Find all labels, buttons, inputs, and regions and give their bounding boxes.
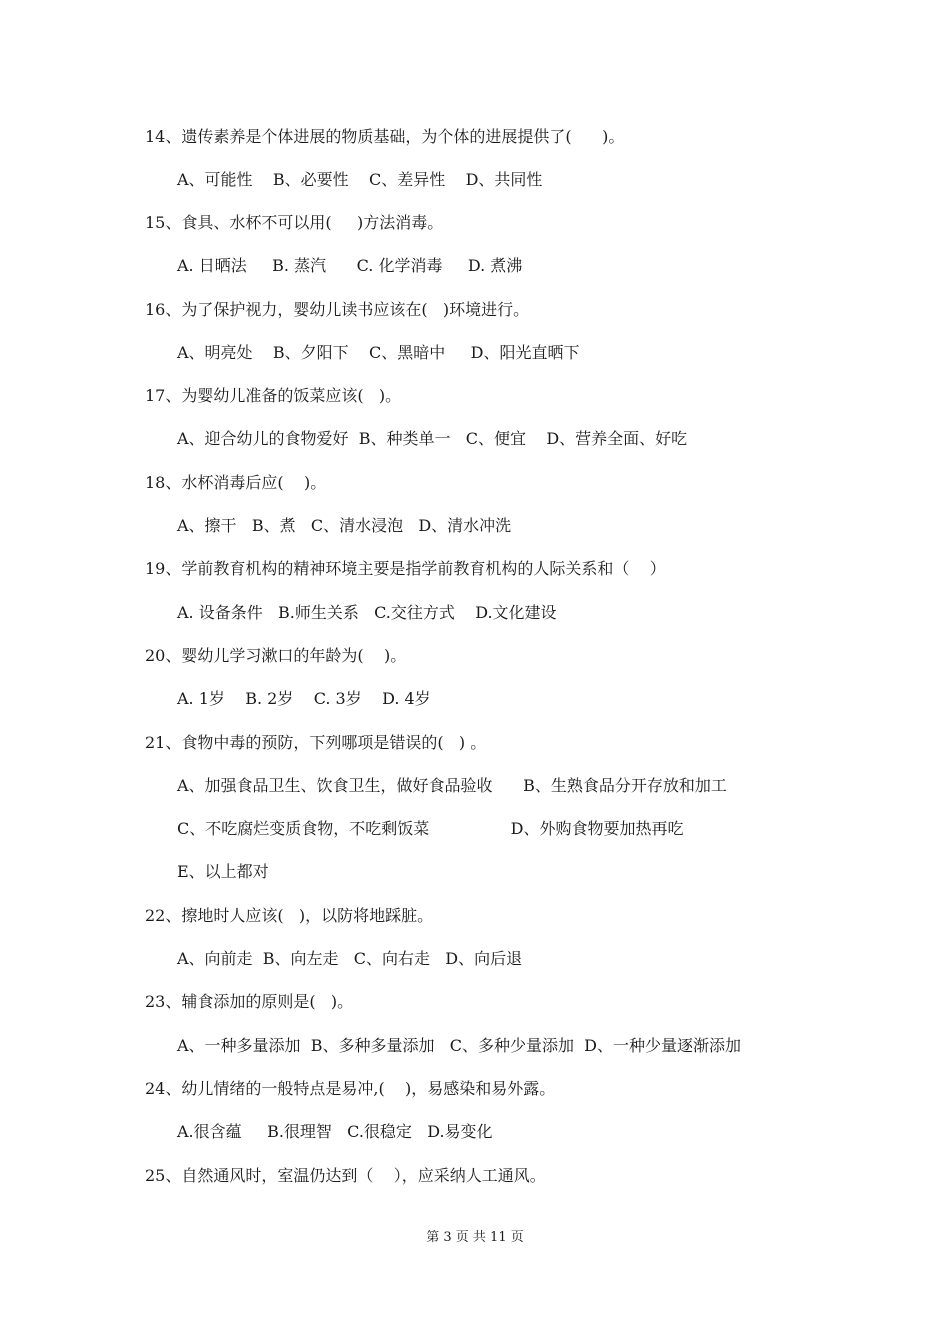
question-21: 21、食物中毒的预防，下列哪项是错误的( ) 。 bbox=[145, 733, 487, 752]
question-19: 19、学前教育机构的精神环境主要是指学前教育机构的人际关系和（ ） bbox=[145, 559, 666, 578]
question-17: 17、为婴幼儿准备的饭菜应该( )。 bbox=[145, 386, 402, 405]
question-24-options: A.很含蕴 B.很理智 C.很稳定 D.易变化 bbox=[177, 1122, 493, 1141]
question-19-options: A. 设备条件 B.师生关系 C.交往方式 D.文化建设 bbox=[177, 603, 557, 622]
question-21-options-ab: A、加强食品卫生、饮食卫生，做好食品验收 B、生熟食品分开存放和加工 bbox=[177, 776, 727, 795]
question-22-options: A、向前走 B、向左走 C、向右走 D、向后退 bbox=[177, 949, 523, 968]
question-17-options: A、迎合幼儿的食物爱好 B、种类单一 C、便宜 D、营养全面、好吃 bbox=[177, 429, 688, 448]
question-14: 14、遗传素养是个体进展的物质基础，为个体的进展提供了( )。 bbox=[145, 127, 625, 146]
question-21-options-cd: C、不吃腐烂变质食物，不吃剩饭菜 D、外购食物要加热再吃 bbox=[177, 819, 684, 838]
question-22: 22、擦地时人应该( )，以防将地踩脏。 bbox=[145, 906, 434, 925]
question-23-options: A、一种多量添加 B、多种多量添加 C、多种少量添加 D、一种少量逐渐添加 bbox=[177, 1036, 741, 1055]
question-21-options-e: E、以上都对 bbox=[177, 862, 269, 881]
question-20-options: A. 1岁 B. 2岁 C. 3岁 D. 4岁 bbox=[177, 689, 431, 708]
question-20: 20、婴幼儿学习漱口的年龄为( )。 bbox=[145, 646, 407, 665]
question-24: 24、幼儿情绪的一般特点是易冲,( )，易感染和易外露。 bbox=[145, 1079, 556, 1098]
question-16-options: A、明亮处 B、夕阳下 C、黑暗中 D、阳光直晒下 bbox=[177, 343, 580, 362]
question-16: 16、为了保护视力，婴幼儿读书应该在( )环境进行。 bbox=[145, 300, 530, 319]
question-25: 25、自然通风时，室温仍达到（ ），应采纳人工通风。 bbox=[145, 1166, 546, 1185]
question-14-options: A、可能性 B、必要性 C、差异性 D、共同性 bbox=[177, 170, 543, 189]
question-18: 18、水杯消毒后应( )。 bbox=[145, 473, 327, 492]
question-15: 15、食具、水杯不可以用( )方法消毒。 bbox=[145, 213, 444, 232]
question-18-options: A、擦干 B、煮 C、清水浸泡 D、清水冲洗 bbox=[177, 516, 512, 535]
question-15-options: A. 日晒法 B. 蒸汽 C. 化学消毒 D. 煮沸 bbox=[177, 256, 523, 275]
question-23: 23、辅食添加的原则是( )。 bbox=[145, 992, 354, 1011]
page-number-footer: 第 3 页 共 11 页 bbox=[426, 1230, 524, 1245]
